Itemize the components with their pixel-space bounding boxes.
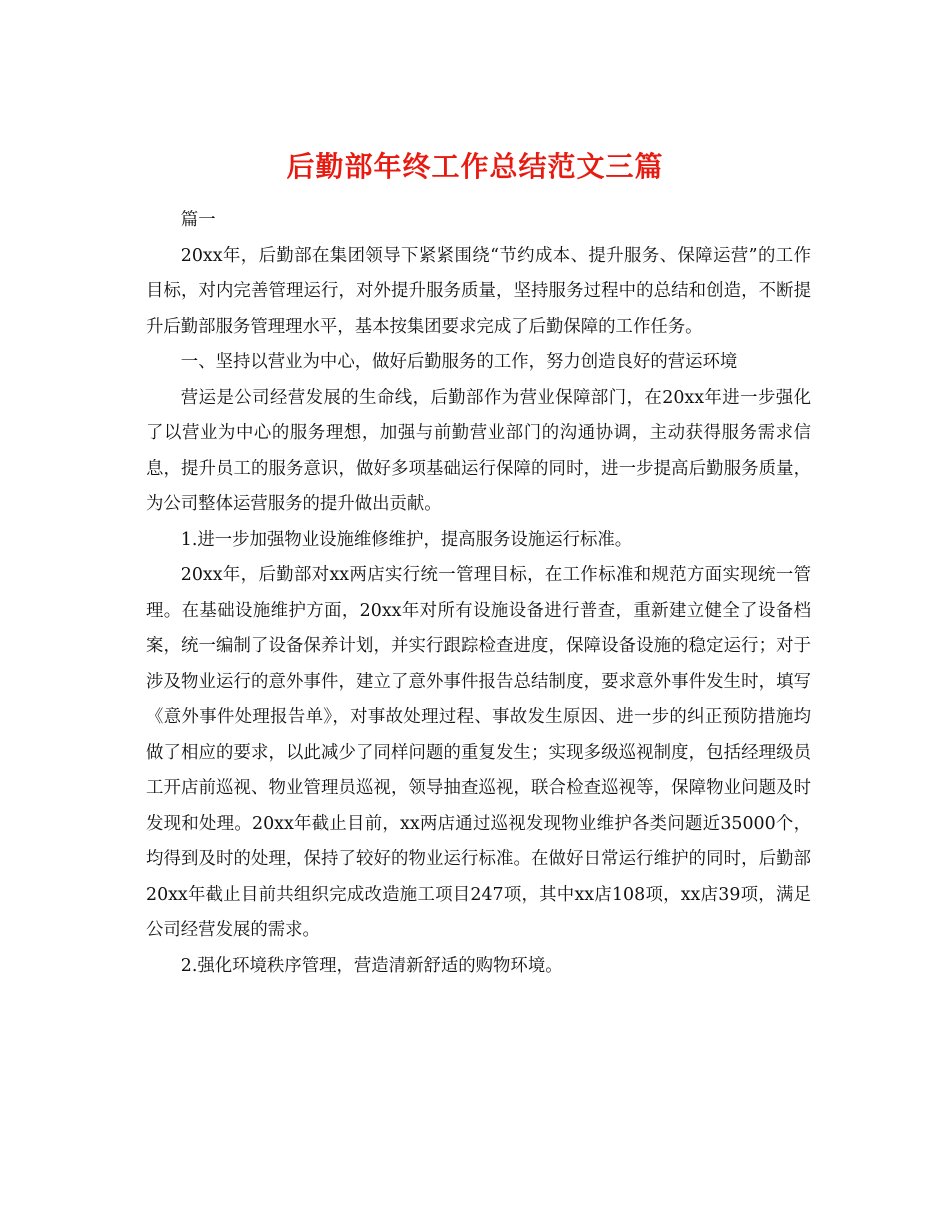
paragraph: 营运是公司经营发展的生命线，后勤部作为营业保障部门，在20xx年进一步强化了以营业为中心的服务理想，加强与前勤营业部门的沟通协调，主动获得服务需求信息，提升员工的服务意识，做好多项基础运行保障的同时，进一步提高后勤服务质量，为公司整体运营服务的提升做出贡献。 [146,387,811,514]
paragraph: 20xx年，后勤部在集团领导下紧紧围绕“节约成本、提升服务、保障运营”的工作目标，对内完善管理运行，对外提升服务质量，坚持服务过程中的总结和创造，不断提升后勤部服务管理理水平，基本按集团要求完成了后勤保障的工作任务。 [146,245,811,337]
item-heading: 2.强化环境秩序管理，营造清新舒适的购物环境。 [180,955,563,976]
paragraph: 20xx年，后勤部对xx两店实行统一管理目标，在工作标准和规范方面实现统一管理。在基础设施维护方面，20xx年对所有设施设备进行普查，重新建立健全了设备档案，统一编制了设备保养计划，并实行跟踪检查进度，保障设备设施的稳定运行；对于涉及物业运行的意外事件，建立了意外事件报告总结制度，要求意外事件发生时，填写《意外事件处理报告单》，对事故处理过程、事故发生原因、进一步的纠正预防措施均做了相应的要求，以此减少了同样问题的重复发生；实现多级巡视制度，包括经理级员工开店前巡视、物业管理员巡视，领导抽查巡视，联合检查巡视等，保障物业问题及时发现和处理。20xx年截止目前，xx两店通过巡视发现物业维护各类问题近35000个，均得到及时的处理，保持了较好的物业运行标准。在做好日常运行维护的同时，后勤部20xx年截止目前共组织完成改造施工项目247项，其中xx店108项，xx店39项，满足公司经营发展的需求。 [146,565,811,940]
section-heading: 篇一 [180,210,216,230]
item-heading: 1.进一步加强物业设施维修维护，提高服务设施运行标准。 [180,529,633,550]
document-body [146,203,811,984]
subsection-heading: 一、坚持以营业为中心，做好后勤服务的工作，努力创造良好的营运环境 [180,352,738,372]
document-title: 后勤部年终工作总结范文三篇 [286,149,664,183]
